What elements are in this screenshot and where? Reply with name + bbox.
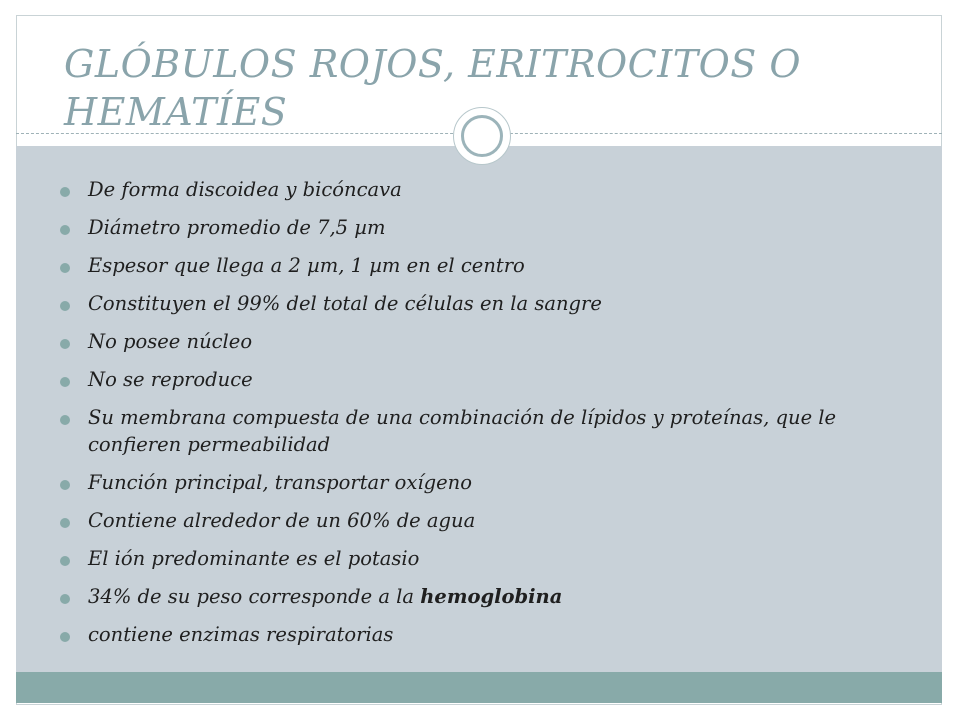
bullet-text: Contiene alrededor de un 60% de agua — [88, 509, 476, 532]
slide-title: GLÓBULOS ROJOS, ERITROCITOS O HEMATÍES — [64, 42, 802, 134]
bullet-item — [56, 290, 886, 317]
bullet-item — [56, 404, 886, 458]
bullet-item — [56, 366, 886, 393]
bullet-dot-icon — [60, 377, 70, 387]
bullet-text: Diámetro promedio de 7,5 µm — [88, 216, 386, 239]
bullet-dot-icon — [60, 339, 70, 349]
bullet-item — [56, 545, 886, 572]
bullet-dot-icon — [60, 263, 70, 273]
bullet-dot-icon — [60, 594, 70, 604]
bullet-dot-icon — [60, 415, 70, 425]
bullet-item — [56, 252, 886, 279]
bullet-text: No se reproduce — [88, 368, 253, 391]
circle-ornament-icon — [453, 107, 511, 165]
bottom-band — [16, 672, 942, 703]
bullet-text: De forma discoidea y bicóncava — [88, 178, 402, 201]
bullet-item — [56, 328, 886, 355]
bullet-text: contiene enzimas respiratorias — [88, 623, 394, 646]
bullet-list — [56, 176, 886, 659]
bullet-item — [56, 507, 886, 534]
bullet-item — [56, 176, 886, 203]
bullet-dot-icon — [60, 632, 70, 642]
bullet-item — [56, 583, 886, 610]
bullet-item — [56, 621, 886, 648]
bullet-text: Su membrana compuesta de una combinación de lípidos y proteínas, que le confieren permeabilidad — [88, 406, 837, 456]
bullet-item — [56, 214, 886, 241]
bullet-dot-icon — [60, 480, 70, 490]
bullet-item — [56, 469, 886, 496]
bullet-text: Espesor que llega a 2 µm, 1 µm en el centro — [88, 254, 525, 277]
bullet-text: 34% de su peso corresponde a la — [88, 585, 421, 608]
bullet-dot-icon — [60, 556, 70, 566]
bullet-dot-icon — [60, 225, 70, 235]
bullet-text: Función principal, transportar oxígeno — [88, 471, 472, 494]
bullet-dot-icon — [60, 518, 70, 528]
bullet-text: El ión predominante es el potasio — [88, 547, 420, 570]
bullet-dot-icon — [60, 301, 70, 311]
bullet-dot-icon — [60, 187, 70, 197]
bullet-text: Constituyen el 99% del total de células en la sangre — [88, 292, 602, 315]
bullet-text: No posee núcleo — [88, 330, 253, 353]
bullet-bold-term: hemoglobina — [420, 585, 563, 608]
